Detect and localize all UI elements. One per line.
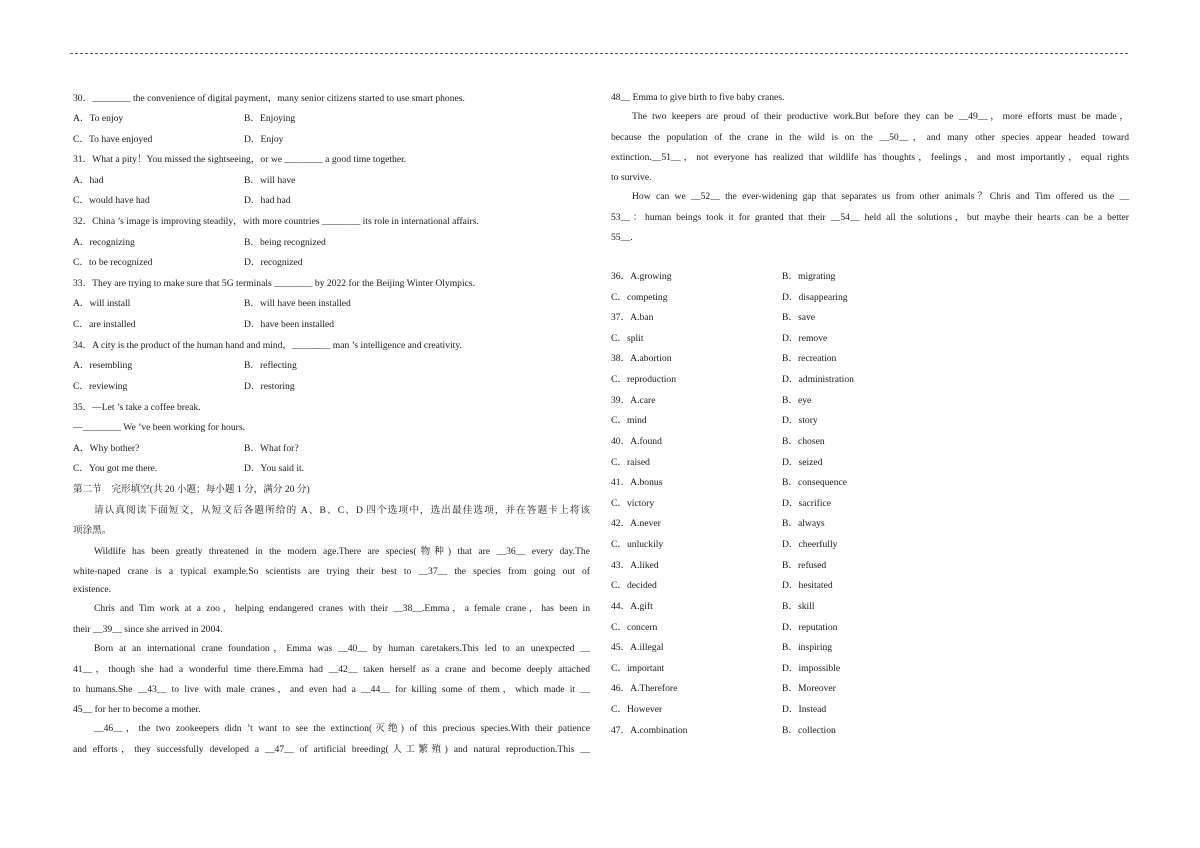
option-46-c: C．However [611,704,663,715]
option-39-b: B．eye [782,395,812,406]
passage-p4-line-2: and efforts，they successfully developed a __47__ of artificial breeding(人工繁殖) and natural reproduction.This __ [73,744,590,755]
question-34-option-d: D．restoring [244,381,295,392]
option-42-c: C．unluckily [611,539,664,550]
option-36-d: D．disappearing [782,292,848,303]
question-31-option-c: C．would have had [73,195,150,206]
option-40-b: B．chosen [782,436,825,447]
question-33-option-b: B．will have been installed [244,298,351,309]
option-44-d: D．reputation [782,622,838,633]
passage-p5-line-3: extinction.__51__，not everyone has realized that wildlife has thoughts，feelings，and most importantly，equal rights [611,152,1129,163]
passage-p3-line-3: to humans.She __43__ to live with male cranes，and even had a __44__ for killing some of them，which made it __ [73,684,590,695]
question-35-option-c: C．You got me there. [73,463,158,474]
option-38-c: C．reproduction [611,374,677,385]
option-36-a: 36．A.growing [611,271,672,282]
option-46-a: 46．A.Therefore [611,683,678,694]
passage-p2-line-1: Chris and Tim work at a zoo，helping endangered cranes with their __38__.Emma，a female crane，has been in [94,603,590,614]
option-39-d: D．story [782,415,818,426]
question-32-option-a: A．recognizing [73,237,135,248]
option-47-a: 47．A.combination [611,725,688,736]
option-45-c: C．important [611,663,665,674]
passage-p1-line-2: white-naped crane is a typical example.So scientists are trying their best to __37__ the species from going out of [73,566,590,577]
option-45-d: D．impossible [782,663,841,674]
option-45-a: 45．A.illegal [611,642,664,653]
question-33-option-d: D．have been installed [244,319,335,330]
option-41-c: C．victory [611,498,655,509]
option-37-d: D．remove [782,333,828,344]
question-31-option-a: A．had [73,175,104,186]
option-38-b: B．recreation [782,353,837,364]
option-36-c: C．competing [611,292,668,303]
header-divider [70,53,1128,54]
question-34-stem: 34．A city is the product of the human hand and mind，________ man ’s intelligence and creativity. [73,340,462,351]
question-35-option-b: B．What for? [244,443,299,454]
option-40-c: C．raised [611,457,650,468]
option-41-b: B．consequence [782,477,848,488]
passage-p6-line-1: How can we __52__ the ever-widening gap that separates us from other animals？Chris and Tim offered us the __ [632,191,1129,202]
option-40-d: D．seized [782,457,823,468]
option-47-b: B．collection [782,725,836,736]
question-30-option-d: D．Enjoy [244,134,284,145]
question-35-stem: 35．—Let ’s take a coffee break. [73,402,201,413]
passage-p6-line-2: 53__：human beings took it for granted that their __54__ held all the solutions，but maybe their hearts can be a better [611,212,1129,223]
instruction-line-2: 项涂黑。 [73,525,112,536]
passage-p4-line-1: __46__，the two zookeepers didn ’t want to see the extinction(灭绝) of this precious species.With their patience [94,723,590,734]
question-30-stem: 30．________ the convenience of digital payment，many senior citizens started to use smart phones. [73,93,465,104]
option-46-b: B．Moreover [782,683,836,694]
question-35-option-a: A．Why bother? [73,443,140,454]
question-31-option-d: D．had had [244,195,291,206]
option-41-d: D．sacrifice [782,498,832,509]
option-44-c: C．concern [611,622,658,633]
passage-p3-line-1: Born at an international crane foundation，Emma was __40__ by human caretakers.This led to an unexpected __ [94,643,590,654]
option-39-c: C．mind [611,415,647,426]
passage-p5-line-1: The two keepers are proud of their productive work.But before they can be __49__，more efforts must be made， [632,111,1129,122]
passage-p3-line-2: 41__，though she had a wonderful time there.Emma had __42__ taken herself as a crane and become deeply attached [73,664,590,675]
question-32-option-b: B．being recognized [244,237,326,248]
question-32-stem: 32．China ’s image is improving steadily，with more countries ________ its role in international affairs. [73,216,479,227]
passage-p1-line-3: existence. [73,584,112,595]
option-42-a: 42．A.never [611,518,661,529]
passage-p5-line-4: to survive. [611,172,652,183]
question-30-option-a: A．To enjoy [73,113,124,124]
question-34-option-a: A．resembling [73,360,133,371]
option-43-b: B．refused [782,560,827,571]
option-43-c: C．decided [611,580,657,591]
option-37-b: B．save [782,312,816,323]
passage-p2-line-2: their __39__ since she arrived in 2004. [73,624,223,635]
option-43-d: D．hesitated [782,580,833,591]
option-37-c: C．split [611,333,644,344]
question-31-stem: 31．What a pity！You missed the sightseeing，or we ________ a good time together. [73,154,407,165]
option-44-a: 44．A.gift [611,601,653,612]
question-35-stem-2: —________ We ’ve been working for hours. [73,422,245,433]
question-33-option-a: A．will install [73,298,131,309]
question-35-option-d: D．You said it. [244,463,305,474]
question-32-option-c: C．to be recognized [73,257,153,268]
option-38-d: D．administration [782,374,854,385]
passage-p6-line-3: 55__. [611,232,633,243]
option-42-d: D．cheerfully [782,539,838,550]
instruction-line-1: 请认真阅读下面短文，从短文后各题所给的 A、B、C、D 四个选项中，选出最佳选项，并在答题卡上将该 [94,505,590,516]
question-30-option-c: C．To have enjoyed [73,134,153,145]
option-46-d: D．Instead [782,704,827,715]
question-33-stem: 33．They are trying to make sure that 5G terminals ________ by 2022 for the Beijing Winter Olympics. [73,278,476,289]
question-34-option-c: C．reviewing [73,381,128,392]
option-38-a: 38．A.abortion [611,353,672,364]
section-title: 第二节 完形填空(共 20 小题；每小题 1 分，满分 20 分) [73,484,310,495]
option-45-b: B．inspiring [782,642,833,653]
option-36-b: B．migrating [782,271,836,282]
question-34-option-b: B．reflecting [244,360,297,371]
passage-p5-line-2: because the population of the crane in the wild is on the __50__，and many other species appear headed toward [611,132,1129,143]
question-32-option-d: D．recognized [244,257,303,268]
question-31-option-b: B．will have [244,175,296,186]
passage-p3-line-4: 45__ for her to become a mother. [73,704,201,715]
option-41-a: 41．A.bonus [611,477,663,488]
option-43-a: 43．A.liked [611,560,659,571]
passage-continuation: 48__ Emma to give birth to five baby cranes. [611,92,785,103]
option-39-a: 39．A.care [611,395,656,406]
option-40-a: 40．A.found [611,436,662,447]
question-30-option-b: B．Enjoying [244,113,296,124]
option-37-a: 37．A.ban [611,312,654,323]
option-42-b: B．always [782,518,825,529]
question-33-option-c: C．are installed [73,319,136,330]
option-44-b: B．skill [782,601,815,612]
passage-p1-line-1: Wildlife has been greatly threatened in the modern age.There are species(物种) that are __36__ every day.The [94,546,590,557]
